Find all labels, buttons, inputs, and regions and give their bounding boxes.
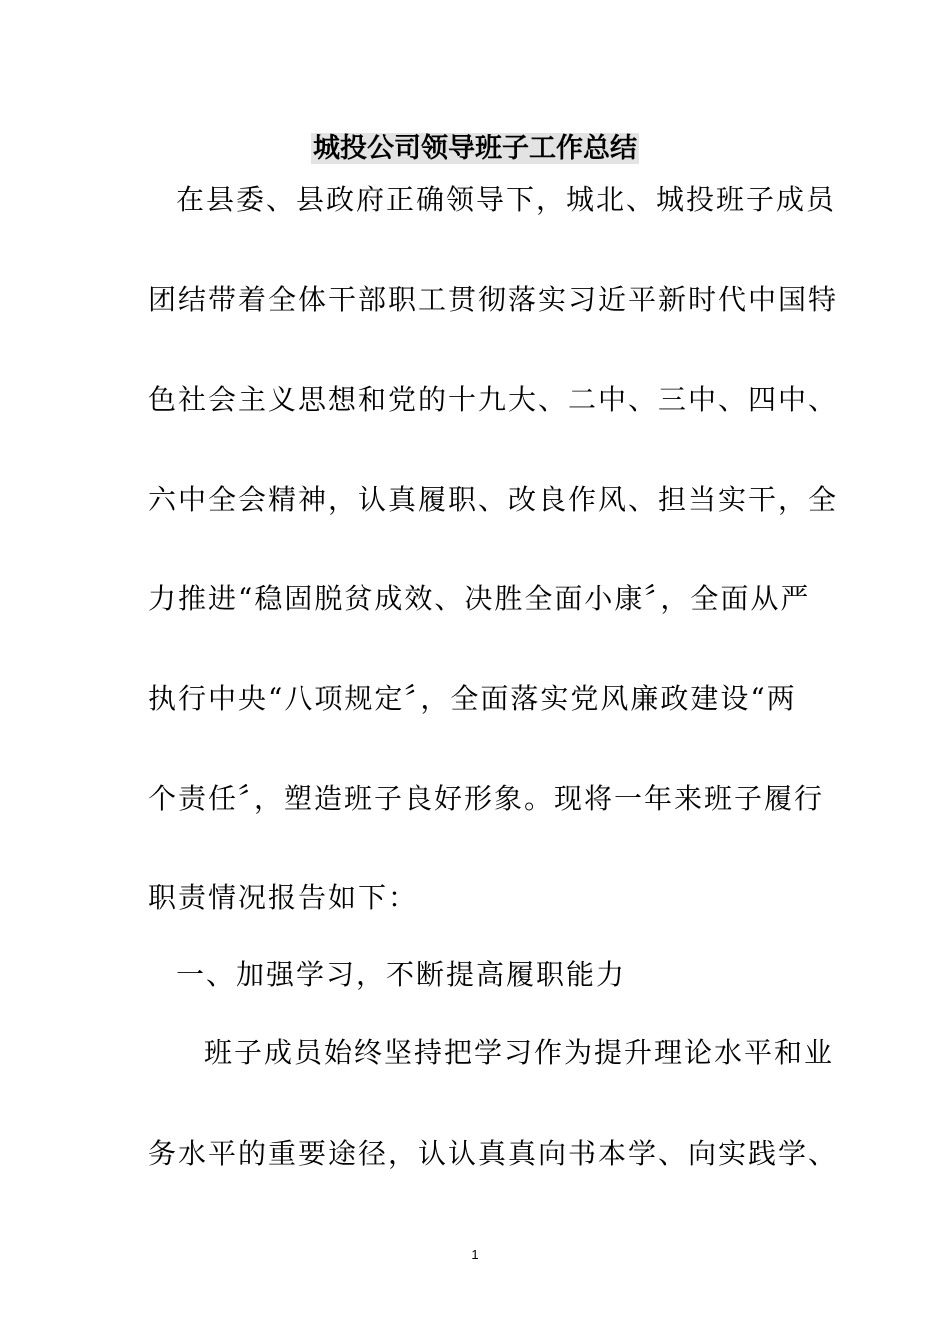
paragraph-line-9: 班子成员始终坚持把学习作为提升理论水平和业 bbox=[204, 1036, 835, 1069]
page-number: 1 bbox=[471, 1247, 479, 1262]
paragraph-line-4: 六中全会精神，认真履职、改良作风、担当实干，全 bbox=[148, 483, 839, 516]
section-heading-1: 一、加强学习，不断提高履职能力 bbox=[176, 958, 627, 991]
document-title-text: 城投公司领导班子工作总结 bbox=[313, 133, 637, 164]
paragraph-line-3: 色社会主义思想和党的十九大、二中、三中、四中、 bbox=[148, 383, 839, 416]
paragraph-line-2: 团结带着全体干部职工贯彻落实习近平新时代中国特 bbox=[148, 283, 839, 316]
paragraph-line-10: 务水平的重要途径，认认真真向书本学、向实践学、 bbox=[148, 1137, 839, 1170]
paragraph-line-7: 个责任〞，塑造班子良好形象。现将一年来班子履行 bbox=[148, 782, 825, 815]
paragraph-line-6: 执行中央“八项规定〞，全面落实党风廉政建设“两 bbox=[148, 682, 797, 715]
paragraph-line-1: 在县委、县政府正确领导下，城北、城投班子成员 bbox=[176, 183, 837, 216]
paragraph-line-8: 职责情况报告如下： bbox=[148, 881, 419, 914]
document-title bbox=[0, 131, 950, 167]
paragraph-line-5: 力推进“稳固脱贫成效、决胜全面小康〞，全面从严 bbox=[148, 582, 811, 615]
